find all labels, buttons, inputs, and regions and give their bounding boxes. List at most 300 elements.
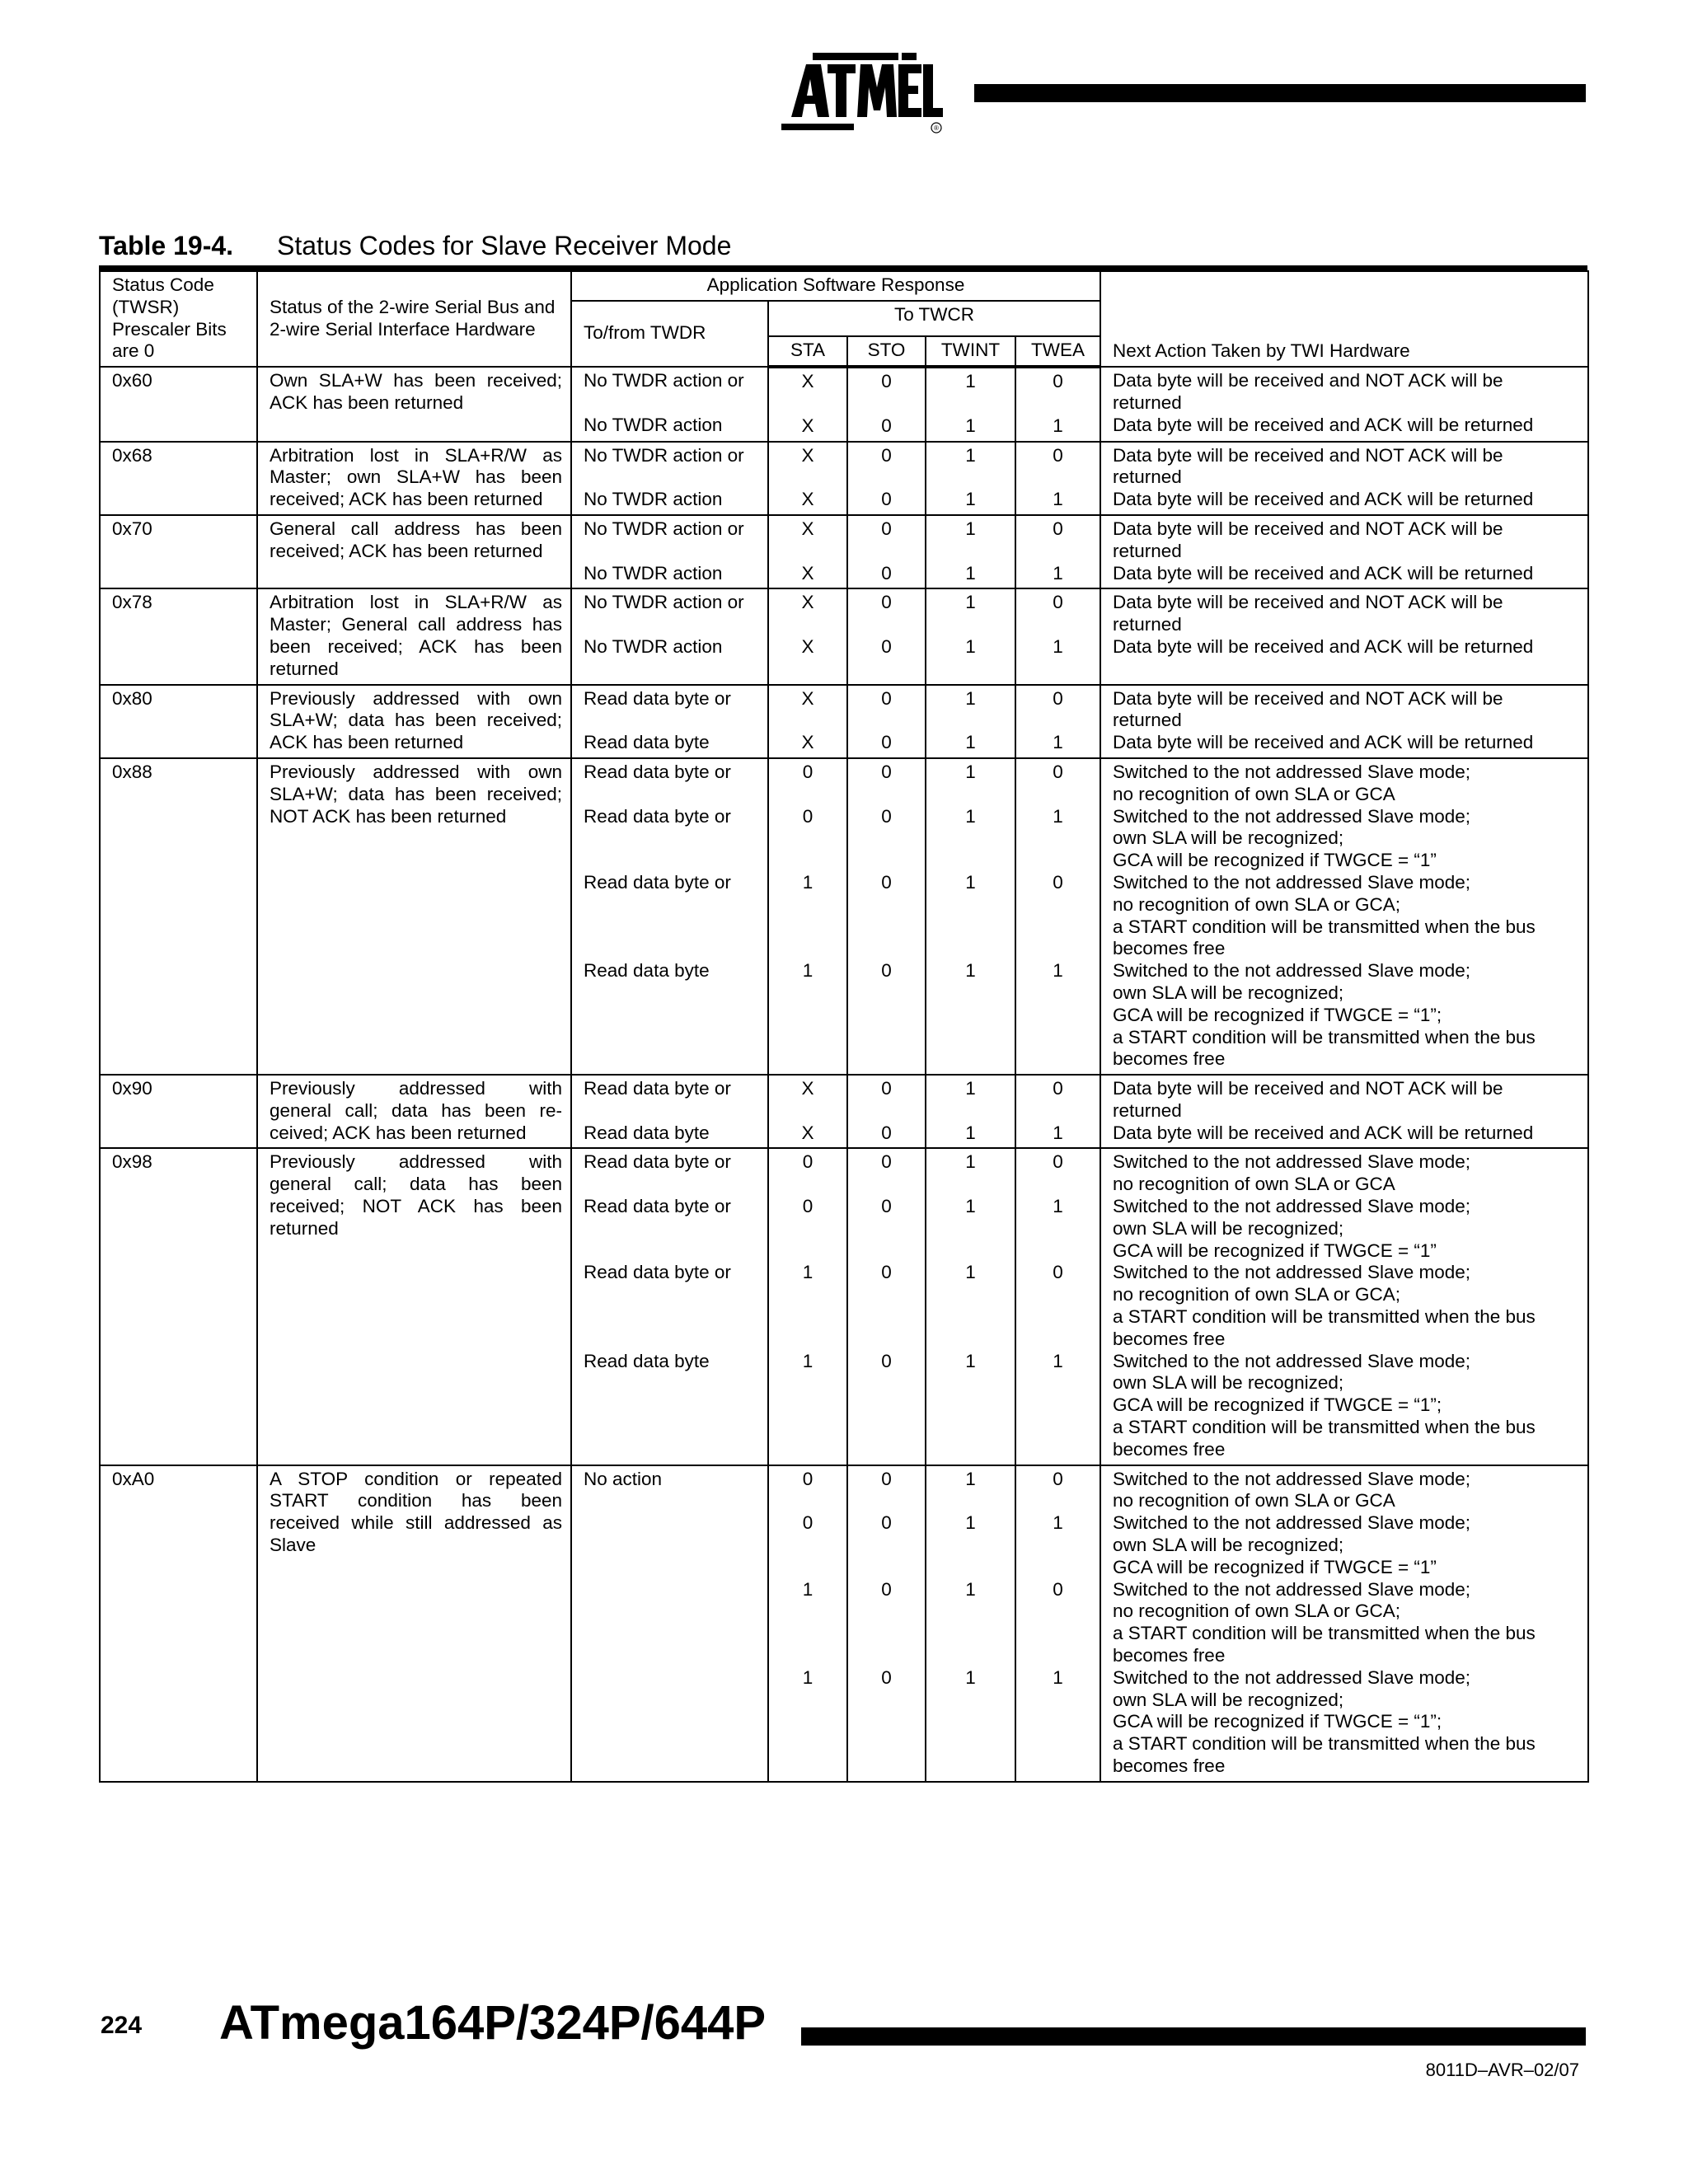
cell-line: 0 <box>1053 1151 1063 1173</box>
cell-line <box>1018 1535 1098 1557</box>
cell-line: becomes free <box>1113 1755 1226 1776</box>
cell-line: X <box>801 415 814 436</box>
cell-line <box>928 1284 1013 1306</box>
cell-line: Data byte will be received and ACK will be returned <box>1113 562 1534 583</box>
cell-line <box>771 1100 845 1122</box>
next-action-cell <box>1100 367 1588 441</box>
cell-line <box>928 393 1013 415</box>
cell-line: 1 <box>965 489 976 510</box>
cell-line: 0 <box>881 761 892 782</box>
cell-line: no recognition of own SLA or GCA; <box>1113 1284 1400 1305</box>
bus-status-cell <box>257 1465 571 1782</box>
cell-line: 1 <box>965 732 976 753</box>
cell-line: Data byte will be received and NOT ACK will be <box>1113 592 1503 613</box>
atmel-logo <box>781 51 946 134</box>
cell-line: GCA will be recognized if TWGCE = “1”; <box>1113 1394 1442 1416</box>
table-caption <box>99 229 731 262</box>
cell-line: Switched to the not addressed Slave mode; <box>1113 1196 1471 1217</box>
cell-line: 0 <box>802 805 814 827</box>
cell-line: becomes free <box>1113 1328 1226 1349</box>
twdr-action-cell <box>571 758 768 1075</box>
cell-line: no recognition of own SLA or GCA; <box>1113 893 1400 915</box>
status-code-cell: 0x98 <box>100 1148 257 1465</box>
twdr-action-cell <box>571 1465 768 1782</box>
cell-line <box>850 1174 923 1196</box>
cell-line <box>928 1623 1013 1645</box>
twint-cell <box>926 367 1015 441</box>
cell-line: No TWDR action <box>584 635 723 657</box>
cell-line: 1 <box>965 871 976 893</box>
cell-line <box>771 784 845 806</box>
cell-line: 0 <box>802 761 814 782</box>
cell-line <box>928 1490 1013 1512</box>
cell-line <box>850 784 923 806</box>
twea-cell <box>1015 515 1100 588</box>
header-next-action: Next Action Taken by TWI Hardware <box>1100 271 1588 367</box>
cell-line <box>850 827 923 850</box>
cell-line: returned <box>1113 540 1182 561</box>
cell-line: own SLA will be recognized; <box>1113 982 1344 1003</box>
cell-line: Switched to the not addressed Slave mode; <box>1113 960 1471 982</box>
table-row <box>100 685 1588 758</box>
cell-line <box>1018 1240 1098 1263</box>
twea-cell <box>1015 685 1100 758</box>
header-to-twcr: To TWCR <box>768 301 1100 337</box>
cell-line: 1 <box>965 960 976 982</box>
cell-line <box>1018 1218 1098 1240</box>
status-code-cell: 0x60 <box>100 367 257 441</box>
cell-line: 1 <box>965 1666 976 1688</box>
cell-line <box>771 1601 845 1623</box>
sta-cell <box>768 758 847 1075</box>
cell-line: Switched to the not addressed Slave mode; <box>1113 1666 1471 1688</box>
cell-line <box>771 894 845 916</box>
cell-line: GCA will be recognized if TWGCE = “1” <box>1113 1240 1437 1261</box>
cell-line <box>850 541 923 563</box>
cell-line <box>771 850 845 872</box>
next-action-cell <box>1100 1465 1588 1782</box>
cell-line: 0 <box>1053 371 1063 392</box>
cell-line: Read data byte or <box>584 871 731 893</box>
cell-line: Switched to the not addressed Slave mode; <box>1113 1578 1471 1600</box>
cell-line: X <box>801 518 814 539</box>
cell-line <box>928 1557 1013 1579</box>
cell-line: returned <box>1113 1099 1182 1121</box>
cell-line: 0 <box>802 1468 814 1489</box>
cell-line: Status of the 2-wire Serial Bus and <box>270 296 556 317</box>
cell-line: 0 <box>881 960 892 982</box>
cell-line <box>771 938 845 960</box>
cell-line: START condition has been <box>270 1490 562 1511</box>
cell-line: Read data byte or <box>584 687 731 709</box>
cell-line: 1 <box>1053 1512 1063 1534</box>
cell-line: 1 <box>965 1512 976 1534</box>
cell-line: Own SLA+W has been received; <box>270 370 562 391</box>
cell-line <box>1018 1490 1098 1512</box>
twea-cell <box>1015 442 1100 515</box>
cell-line <box>928 827 1013 850</box>
cell-line: own SLA will be recognized; <box>1113 1217 1344 1239</box>
sto-cell <box>847 1075 926 1148</box>
cell-line: No TWDR action <box>584 489 723 510</box>
cell-line: Read data byte or <box>584 761 731 782</box>
bus-status-cell <box>257 1075 571 1148</box>
cell-line <box>584 1306 759 1329</box>
twea-cell <box>1015 588 1100 684</box>
twdr-action-cell <box>571 515 768 588</box>
sto-cell <box>847 367 926 441</box>
cell-line: 2-wire Serial Interface Hardware <box>270 318 536 340</box>
cell-line: received while still addressed as <box>270 1512 562 1534</box>
cell-line: received; ACK has been returned <box>270 540 543 561</box>
header-rule <box>974 84 1586 102</box>
cell-line: 0 <box>1053 444 1063 466</box>
cell-line: Read data byte <box>584 732 710 753</box>
cell-line: Switched to the not addressed Slave mode; <box>1113 1512 1471 1534</box>
cell-line: been received; ACK has been <box>270 635 562 657</box>
cell-line: 0 <box>1053 687 1063 709</box>
status-code-cell: 0x90 <box>100 1075 257 1148</box>
cell-line <box>1018 1306 1098 1329</box>
table-row <box>100 758 1588 1075</box>
header-app-response: Application Software Response <box>571 271 1100 301</box>
cell-line: 1 <box>802 1578 814 1600</box>
cell-line: 0 <box>881 1078 892 1099</box>
cell-line: Read data byte <box>584 1122 710 1143</box>
cell-line: 0 <box>881 1666 892 1688</box>
cell-line: 0 <box>881 371 892 392</box>
twdr-action-cell <box>571 588 768 684</box>
cell-line <box>771 1284 845 1306</box>
cell-line <box>584 1100 759 1122</box>
cell-line: received; NOT ACK has been <box>270 1196 562 1217</box>
cell-line: 0 <box>881 518 892 539</box>
cell-line: X <box>801 562 814 583</box>
cell-line <box>850 894 923 916</box>
cell-line: Data byte will be received and NOT ACK will be <box>1113 1078 1503 1099</box>
cell-line: A STOP condition or repeated <box>270 1468 562 1489</box>
cell-line <box>850 1601 923 1623</box>
twint-cell <box>926 442 1015 515</box>
table-body <box>100 367 1588 1782</box>
cell-line: Data byte will be received and ACK will be returned <box>1113 1122 1534 1143</box>
cell-line: 1 <box>802 1666 814 1688</box>
cell-line: Data byte will be received and ACK will be returned <box>1113 732 1534 753</box>
cell-line: Data byte will be received and NOT ACK will be <box>1113 518 1503 539</box>
cell-line: SLA+W; data has been received; <box>270 783 562 804</box>
cell-line <box>928 466 1013 489</box>
cell-line: X <box>801 592 814 613</box>
cell-line <box>584 938 759 960</box>
cell-line: a START condition will be transmitted when the bus <box>1113 1733 1536 1755</box>
cell-line: Master; General call address has <box>270 614 562 635</box>
cell-line: 1 <box>965 1350 976 1371</box>
cell-line <box>850 1306 923 1329</box>
cell-line: No TWDR action or <box>584 592 744 613</box>
cell-line: X <box>801 444 814 466</box>
cell-line <box>1018 1623 1098 1645</box>
twint-cell <box>926 1148 1015 1465</box>
cell-line <box>584 392 759 415</box>
cell-line: 1 <box>965 1468 976 1489</box>
cell-line: no recognition of own SLA or GCA; <box>1113 1601 1400 1622</box>
cell-line: 1 <box>1053 805 1063 827</box>
twdr-action-cell <box>571 442 768 515</box>
table-row <box>100 367 1588 441</box>
cell-line <box>1018 1100 1098 1122</box>
cell-line <box>1018 466 1098 489</box>
cell-line: No TWDR action <box>584 414 723 435</box>
cell-line <box>771 1306 845 1329</box>
twint-cell <box>926 1465 1015 1782</box>
cell-line <box>1018 850 1098 872</box>
page-number: 224 <box>101 2012 143 2039</box>
cell-line <box>850 710 923 732</box>
cell-line <box>771 1218 845 1240</box>
cell-line <box>850 1284 923 1306</box>
cell-line: 1 <box>965 1578 976 1600</box>
cell-line <box>584 1329 759 1351</box>
cell-line: 1 <box>965 415 976 436</box>
cell-line: a START condition will be transmitted when the bus <box>1113 916 1536 937</box>
cell-line: no recognition of own SLA or GCA <box>1113 1174 1395 1195</box>
cell-line: Previously addressed with own <box>270 761 562 782</box>
cell-line <box>850 466 923 489</box>
twea-cell <box>1015 1075 1100 1148</box>
sta-cell <box>768 685 847 758</box>
cell-line: Data byte will be received and ACK will be returned <box>1113 635 1534 657</box>
cell-line <box>928 894 1013 916</box>
cell-line: Slave <box>270 1535 316 1556</box>
cell-line: 0 <box>881 1122 892 1143</box>
cell-line: Switched to the not addressed Slave mode; <box>1113 1151 1471 1173</box>
cell-line <box>584 466 759 489</box>
cell-line <box>584 1174 759 1196</box>
cell-line <box>850 1535 923 1557</box>
cell-line <box>850 1329 923 1351</box>
cell-line: Previously addressed with <box>270 1078 562 1099</box>
cell-line: 1 <box>965 1122 976 1143</box>
cell-line: Arbitration lost in SLA+R/W as <box>270 592 562 613</box>
twdr-action-cell <box>571 367 768 441</box>
bus-status-cell <box>257 588 571 684</box>
cell-line: 1 <box>965 371 976 392</box>
header-sta: STA <box>768 336 847 367</box>
cell-line <box>850 1240 923 1263</box>
cell-line: Read data byte or <box>584 1262 731 1283</box>
cell-line <box>771 827 845 850</box>
cell-line: 0 <box>881 444 892 466</box>
sta-cell <box>768 1075 847 1148</box>
cell-line <box>1018 541 1098 563</box>
cell-line: becomes free <box>1113 1048 1226 1070</box>
cell-line: 1 <box>965 761 976 782</box>
cell-line <box>1018 1329 1098 1351</box>
twdr-action-cell <box>571 685 768 758</box>
cell-line: 1 <box>802 1262 814 1283</box>
cell-line: 1 <box>965 635 976 657</box>
cell-line: ACK has been returned <box>270 391 464 413</box>
cell-line: 1 <box>965 1078 976 1099</box>
cell-line <box>850 393 923 415</box>
cell-line <box>584 710 759 732</box>
header-status-code <box>100 271 257 367</box>
cell-line <box>1018 1557 1098 1579</box>
footer-rule <box>801 2027 1586 2046</box>
table-number: Table 19-4. <box>99 231 234 260</box>
cell-line: 1 <box>965 687 976 709</box>
cell-line <box>584 916 759 939</box>
sto-cell <box>847 515 926 588</box>
cell-line <box>771 916 845 939</box>
cell-line: 1 <box>965 805 976 827</box>
cell-line: returned <box>1113 466 1182 488</box>
sta-cell <box>768 367 847 441</box>
cell-line: Switched to the not addressed Slave mode; <box>1113 1468 1471 1489</box>
cell-line: GCA will be recognized if TWGCE = “1” <box>1113 850 1437 871</box>
cell-line <box>928 1329 1013 1351</box>
cell-line: 1 <box>965 1262 976 1283</box>
cell-line: 1 <box>965 1196 976 1217</box>
cell-line: 0 <box>881 1350 892 1371</box>
sta-cell <box>768 1465 847 1782</box>
cell-line: Read data byte or <box>584 1196 731 1217</box>
cell-line <box>928 850 1013 872</box>
cell-line <box>771 1240 845 1263</box>
cell-line: Arbitration lost in SLA+R/W as <box>270 444 562 466</box>
cell-line: No TWDR action or <box>584 518 744 539</box>
cell-line: (TWSR) <box>112 296 180 317</box>
cell-line: becomes free <box>1113 938 1226 959</box>
cell-line: 1 <box>1053 415 1063 436</box>
cell-line <box>1018 1645 1098 1667</box>
twea-cell <box>1015 1465 1100 1782</box>
twint-cell <box>926 758 1015 1075</box>
cell-line: 0 <box>881 415 892 436</box>
cell-line: 0 <box>881 635 892 657</box>
cell-line <box>1018 827 1098 850</box>
cell-line: Data byte will be received and NOT ACK will be <box>1113 444 1503 466</box>
twint-cell <box>926 588 1015 684</box>
sta-cell <box>768 588 847 684</box>
cell-line: returned <box>270 658 339 679</box>
cell-line: Read data byte <box>584 960 710 982</box>
cell-line: 1 <box>802 1350 814 1371</box>
cell-line: 0 <box>802 1196 814 1217</box>
cell-line <box>850 916 923 939</box>
cell-line: Switched to the not addressed Slave mode; <box>1113 761 1471 782</box>
status-code-cell: 0x80 <box>100 685 257 758</box>
cell-line: 1 <box>1053 960 1063 982</box>
cell-line: returned <box>1113 710 1182 731</box>
sto-cell <box>847 758 926 1075</box>
cell-line: 0 <box>1053 871 1063 893</box>
bus-status-cell <box>257 515 571 588</box>
cell-line: No TWDR action <box>584 562 723 583</box>
cell-line: Switched to the not addressed Slave mode; <box>1113 805 1471 827</box>
cell-line <box>928 784 1013 806</box>
cell-line: becomes free <box>1113 1645 1226 1666</box>
cell-line: Read data byte or <box>584 1078 731 1099</box>
cell-line: a START condition will be transmitted when the bus <box>1113 1623 1536 1644</box>
sta-cell <box>768 1148 847 1465</box>
twea-cell <box>1015 1148 1100 1465</box>
cell-line <box>1018 916 1098 939</box>
cell-line <box>850 938 923 960</box>
bus-status-cell <box>257 758 571 1075</box>
cell-line <box>928 1306 1013 1329</box>
cell-line: 1 <box>965 562 976 583</box>
cell-line <box>928 1535 1013 1557</box>
sta-cell <box>768 515 847 588</box>
cell-line: 1 <box>965 1151 976 1173</box>
cell-line <box>850 1557 923 1579</box>
table-row <box>100 442 1588 515</box>
cell-line: becomes free <box>1113 1438 1226 1460</box>
cell-line: 0 <box>881 687 892 709</box>
cell-line: GCA will be recognized if TWGCE = “1”; <box>1113 1711 1442 1732</box>
cell-line <box>850 1645 923 1667</box>
cell-line: X <box>801 635 814 657</box>
bus-status-cell <box>257 442 571 515</box>
cell-line: Switched to the not addressed Slave mode; <box>1113 1350 1471 1371</box>
cell-line <box>771 466 845 489</box>
header-twea: TWEA <box>1015 336 1100 367</box>
cell-line: Switched to the not addressed Slave mode; <box>1113 871 1471 893</box>
cell-line: no recognition of own SLA or GCA <box>1113 1490 1395 1511</box>
cell-line: NOT ACK has been returned <box>270 805 507 827</box>
header-bus-status <box>257 271 571 367</box>
cell-line: 0 <box>802 1151 814 1173</box>
cell-line <box>928 710 1013 732</box>
cell-line: Data byte will be received and NOT ACK will be <box>1113 370 1503 391</box>
cell-line <box>584 1284 759 1306</box>
cell-line: SLA+W; data has been received; <box>270 710 562 731</box>
cell-line: 1 <box>965 518 976 539</box>
cell-line: 0 <box>881 1262 892 1283</box>
table-row <box>100 588 1588 684</box>
next-action-cell <box>1100 1148 1588 1465</box>
cell-line <box>1018 614 1098 636</box>
cell-line <box>584 614 759 636</box>
twint-cell <box>926 515 1015 588</box>
cell-line <box>771 710 845 732</box>
cell-line: 1 <box>802 871 814 893</box>
bus-status-cell <box>257 685 571 758</box>
cell-line <box>928 938 1013 960</box>
cell-line: 0 <box>802 1512 814 1534</box>
table-row <box>100 515 1588 588</box>
cell-line: 1 <box>1053 635 1063 657</box>
sta-cell <box>768 442 847 515</box>
next-action-cell <box>1100 515 1588 588</box>
bus-status-cell <box>257 1148 571 1465</box>
cell-line: own SLA will be recognized; <box>1113 827 1344 849</box>
cell-line <box>850 1490 923 1512</box>
sto-cell <box>847 1148 926 1465</box>
cell-line <box>850 1100 923 1122</box>
cell-line: 0 <box>1053 518 1063 539</box>
cell-line: 0 <box>881 732 892 753</box>
cell-line <box>850 1218 923 1240</box>
status-code-cell: 0x70 <box>100 515 257 588</box>
cell-line: General call address has been <box>270 518 562 539</box>
document-title: ATmega164P/324P/644P <box>219 1996 767 2050</box>
cell-line <box>928 916 1013 939</box>
cell-line <box>850 614 923 636</box>
cell-line: X <box>801 1122 814 1143</box>
cell-line <box>771 393 845 415</box>
